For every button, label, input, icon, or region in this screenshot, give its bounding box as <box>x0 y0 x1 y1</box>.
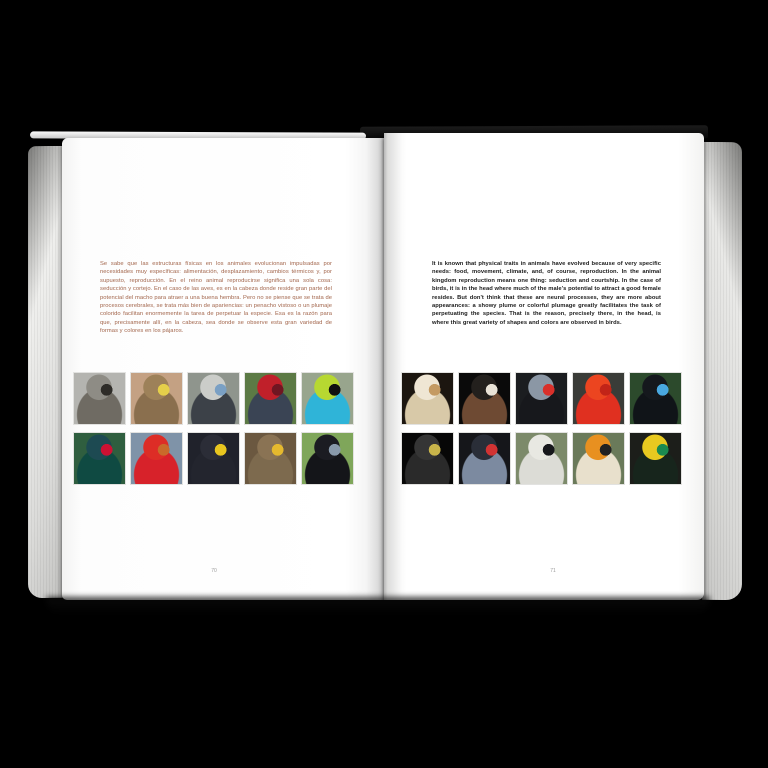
right-book-page <box>384 133 704 600</box>
bird-photo-paradise-tanager <box>301 372 354 425</box>
bird-photo-helmeted-curassow <box>515 372 568 425</box>
bird-photo-ornate-hawk-eagle <box>458 372 511 425</box>
bird-photo-comb-duck <box>515 432 568 485</box>
bird-photo-red-crested-bird <box>244 372 297 425</box>
bird-photo-wattled-guan <box>629 372 682 425</box>
bird-photo-woodnymph-hummingbird <box>73 432 126 485</box>
page-number-left: 70 <box>211 568 217 574</box>
bird-photo-dark-owl <box>187 432 240 485</box>
english-paragraph: It is known that physical traits in animals have evolved because of very specific needs: food, movement, climate, and, of course, reproduction. In the animal kingdom reproduction means one thing: seduction and courtship. In the case of birds, it is in the head where much of the male's potential to attract a good female resides. But don't think that these are neural processes, they are more about appearances: a showy plume or colorful plumage greatly facilitates the task of perpetuating the species. That is the reason, precisely there, in the head, is where this great variety of shapes and colors are observed in birds. <box>432 261 661 326</box>
left-fore-edge-pages <box>28 146 64 598</box>
page-number-right: 71 <box>550 568 556 574</box>
right-fore-edge-pages <box>702 142 742 600</box>
bird-photo-barn-owl <box>401 372 454 425</box>
bird-photo-burrowing-owl <box>130 372 183 425</box>
bird-photo-golden-hooded-tanager <box>629 432 682 485</box>
bird-photo-king-vulture <box>572 432 625 485</box>
left-bird-photo-grid <box>73 372 354 485</box>
bird-photo-toucan-barbet <box>458 432 511 485</box>
left-book-page <box>62 138 384 600</box>
bird-photo-long-eared-owl <box>73 372 126 425</box>
bird-photo-cock-of-the-rock <box>572 372 625 425</box>
bird-photo-vermilion-cardinal <box>130 432 183 485</box>
bird-photo-black-hawk-eagle <box>401 432 454 485</box>
bird-photo-potoo <box>244 432 297 485</box>
spanish-paragraph: Se sabe que las estructuras físicas en los animales evolucionan impulsadas por necesidades muy específicas: alimentación, desplazamiento, cambios térmicos y, por supuesto, reproducción. En el reino animal reproducirse significa una sola cosa: seducción y cortejo. En el caso de las aves, es en la cabeza donde reside gran parte del potencial del macho para atraer a una buena hembra. Pero no se piense que se trata de procesos cerebrales, se trata más bien de apariencias: un penacho vistoso o un plumaje colorido facilitan enormemente la tarea de perpetuar la especie. Esa es la razón para que, precisamente allí, en la cabeza, sea donde se observe esta gran variedad de formas y colores en los pájaros. <box>100 261 332 335</box>
bird-photo-white-crested-guan <box>187 372 240 425</box>
bird-photo-black-curassow <box>301 432 354 485</box>
book-bottom-shadow <box>46 597 710 615</box>
right-bird-photo-grid <box>401 372 682 485</box>
